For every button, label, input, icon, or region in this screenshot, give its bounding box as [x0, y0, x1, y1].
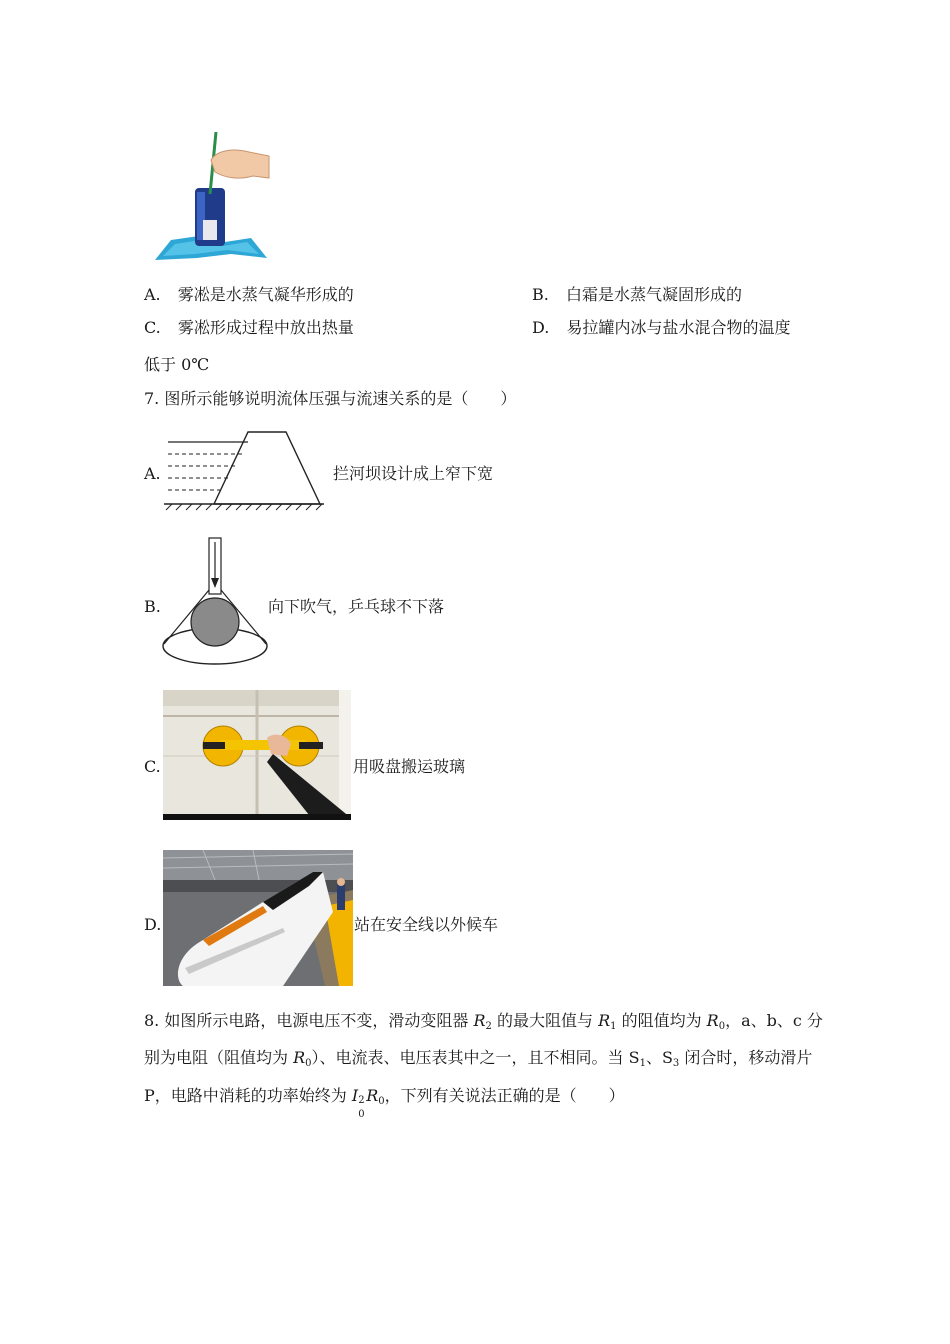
q8-line3-text-b: ，下列有关说法正确的是（ ）	[384, 1086, 625, 1105]
q6-option-c[interactable]	[144, 318, 354, 338]
q6-option-a-text: 雾凇是水蒸气凝华形成的	[177, 285, 354, 304]
q6-option-c-text: 雾凇形成过程中放出热量	[177, 318, 354, 337]
q6-option-d-letter: D.	[532, 318, 550, 337]
can-stirring-figure	[153, 132, 271, 264]
q8-r1-symbol: R	[598, 1011, 611, 1030]
q6-option-b[interactable]	[532, 285, 742, 305]
q8-r0-symbol: R	[706, 1011, 719, 1030]
q8-line2-text-c: 、S	[645, 1048, 673, 1067]
q7-option-d-caption: 站在安全线以外候车	[354, 915, 499, 934]
q8-i0-superscript: 2	[358, 1095, 365, 1106]
q8-line1-text-d: ，a、b、c 分	[725, 1011, 823, 1030]
funnel-ball-figure	[160, 534, 270, 668]
q7-option-a-caption: 拦河坝设计成上窄下宽	[333, 464, 494, 483]
q8-r0-subscript: 0	[718, 1021, 726, 1032]
q6-option-d[interactable]	[532, 318, 790, 338]
q8-s3-subscript: 3	[672, 1058, 680, 1069]
q8-line1-text-c: 的阻值均为	[616, 1011, 707, 1030]
q8-s1-subscript: 1	[639, 1058, 646, 1069]
high-speed-train-photo	[163, 850, 353, 986]
q8-i0-subscript: 0	[358, 1109, 365, 1120]
q8-r2-subscript: 2	[485, 1021, 492, 1032]
q7-option-c-caption: 用吸盘搬运玻璃	[353, 757, 466, 776]
q8-r1-subscript: 1	[610, 1021, 617, 1032]
q8-line1-text-b: 的最大阻值与	[491, 1011, 599, 1030]
q7-option-b-letter[interactable]: B.	[144, 597, 161, 616]
q8-i0-symbol: I	[351, 1086, 359, 1105]
q7-option-b-caption: 向下吹气，乒乓球不下落	[268, 597, 445, 616]
q8-line2-text-d: 闭合时，移动滑片	[679, 1048, 813, 1067]
q6-option-c-letter: C.	[144, 318, 161, 337]
q8-line-2	[144, 1048, 812, 1074]
q6-option-d-text: 易拉罐内冰与盐水混合物的温度	[566, 318, 791, 337]
q8-line1-text-a: 8. 如图所示电路，电源电压不变，滑动变阻器	[144, 1011, 474, 1030]
q7-option-d-letter[interactable]: D.	[144, 915, 162, 934]
q6-option-b-text: 白霜是水蒸气凝固形成的	[565, 285, 742, 304]
q8-r2-symbol: R	[473, 1011, 486, 1030]
q6-option-d-continuation: 低于 0℃	[144, 355, 210, 374]
q8-line-1	[144, 1011, 823, 1037]
q7-option-c-letter[interactable]: C.	[144, 757, 161, 776]
q8-line2-text-b: ）、电流表、电压表其中之一，且不相同。当 S	[311, 1048, 640, 1067]
q7-stem: 7. 图所示能够说明流体压强与流速关系的是（ ）	[144, 389, 517, 408]
q7-option-a-letter[interactable]: A.	[144, 464, 161, 483]
suction-cup-glass-photo	[163, 690, 351, 820]
q6-option-a-letter: A.	[144, 285, 161, 304]
q8-line3-r0-symbol: R	[366, 1086, 379, 1105]
q8-line2-r0-subscript: 0	[305, 1058, 312, 1069]
q8-line2-text-a: 别为电阻（阻值均为	[144, 1048, 294, 1067]
q8-line-3	[144, 1086, 625, 1120]
q6-option-a[interactable]	[144, 285, 354, 305]
dam-figure	[162, 430, 328, 512]
q8-line2-r0-symbol: R	[293, 1048, 306, 1067]
q8-line3-text-a: P，电路中消耗的功率始终为	[144, 1086, 352, 1105]
q8-line3-r0-subscript: 0	[378, 1096, 385, 1107]
q6-option-b-letter: B.	[532, 285, 549, 304]
